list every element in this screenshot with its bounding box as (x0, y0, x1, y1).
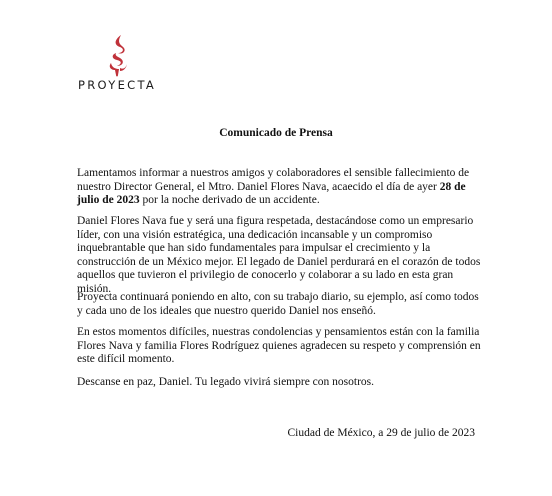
paragraph-2: Daniel Flores Nava fue y será una figura respetada, destacándose como un empresario líder, con una visión estratégica, una dedicación incansable y un compromiso inquebrantable que han sido fundamentales para impulsar el crecimiento y la construcción de un México mejor. El legado de Daniel perdurará en el corazón de todos aquellos que tuvieron el privilegio de conocerlo y colaborar a su lado en esta gran misión. (77, 215, 481, 295)
paragraph-1-intro: Lamentamos informar a nuestros amigos y colaboradores el sensible fallecimiento de nuestro Director General, el Mtro. Daniel Flores Nava, acaecido el día de ayer (77, 167, 470, 193)
paragraph-1 (77, 167, 481, 208)
flame-figure-icon (104, 34, 136, 78)
page-title: Comunicado de Prensa (219, 127, 333, 139)
paragraph-1-date: 28 de julio de 2023 (77, 180, 466, 206)
paragraph-5: Descanse en paz, Daniel. Tu legado vivirá siempre con nosotros. (77, 376, 375, 388)
place-and-date: Ciudad de México, a 29 de julio de 2023 (287, 427, 475, 439)
paragraph-4: En estos momentos difíciles, nuestras condolencias y pensamientos están con la familia Flores Nava y familia Flores Rodríguez quienes agradecen su respeto y comprensión en este difícil momento. (77, 326, 481, 365)
proyecta-logo (78, 34, 188, 96)
logo-wordmark: PROYECTA (78, 78, 157, 92)
paragraph-1-end: por la noche derivado de un accidente. (139, 194, 320, 206)
paragraph-3: Proyecta continuará poniendo en alto, con su trabajo diario, su ejemplo, así como todos y cada uno de los ideales que nuestro querido Daniel nos enseñó. (77, 291, 479, 317)
